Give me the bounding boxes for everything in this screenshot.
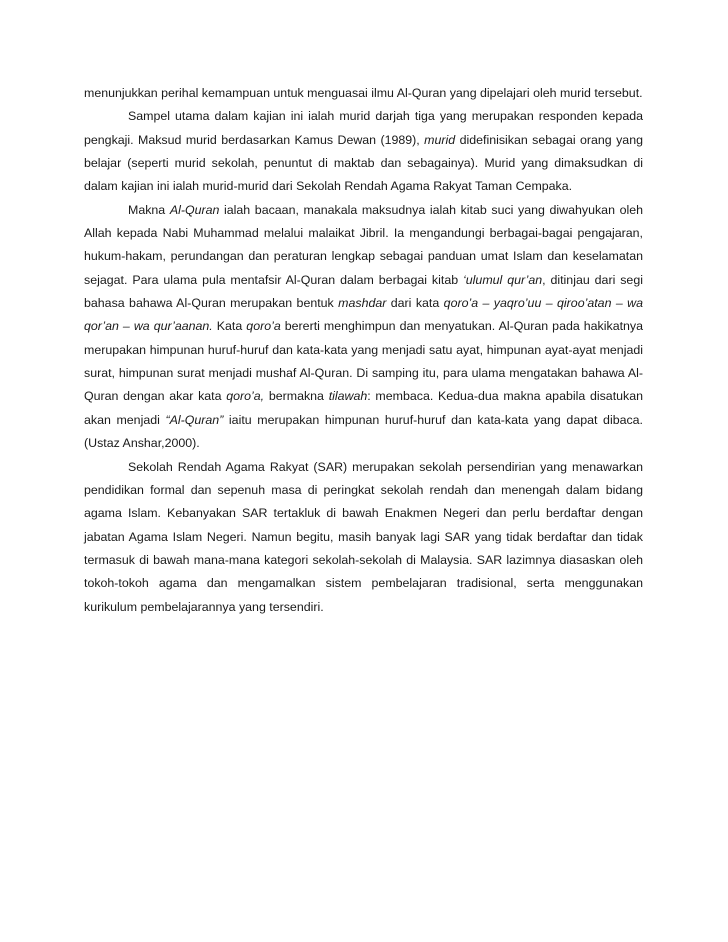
document-page — [84, 82, 643, 619]
paragraph-sekolah: Sekolah Rendah Agama Rakyat (SAR) merupakan sekolah persendirian yang menawarkan pendidikan formal dan sepenuh masa di peringkat sekolah rendah dan menengah dalam bidang agama Islam. Kebanyakan SAR tertakluk di bawah Enakmen Negeri dan perlu berdaftar dengan jabatan Agama Islam Negeri. Namun begitu, masih banyak lagi SAR yang tidak berdaftar dan tidak termasuk di bawah mana-mana kategori sekolah-sekolah di Malaysia. SAR lazimnya diasaskan oleh tokoh-tokoh agama dan mengamalkan sistem pembelajaran tradisional, serta menggunakan kurikulum pembelajarannya yang tersendiri. — [84, 459, 643, 614]
paragraph-makna: Makna Al-Quran ialah bacaan, manakala maksudnya ialah kitab suci yang diwahyukan oleh Allah kepada Nabi Muhammad melalui malaikat Jibril. Ia mengandungi berbagai-bagai pengajaran, hukum-hakam, perundangan dan peraturan lengkap sebagai panduan umat Islam dan keselamatan sejagat. Para ulama pula mentafsir Al-Quran dalam berbagai kitab ‘ulumul qur’an, ditinjau dari segi bahasa bahawa Al-Quran merupakan bentuk mashdar dari kata qoro’a – yaqro’uu – qiroo’atan – wa qor’an – wa qur’aanan. Kata qoro’a bererti menghimpun dan menyatukan. Al-Quran pada hakikatnya merupakan himpunan huruf-huruf dan kata-kata yang menjadi satu ayat, himpunan ayat-ayat menjadi surat, himpunan surat menjadi mushaf Al-Quran. Di samping itu, para ulama mengatakan bahawa Al-Quran dengan akar kata qoro’a, bermakna tilawah: membaca. Kedua-dua makna apabila disatukan akan menjadi “Al-Quran” iaitu merupakan himpunan huruf-huruf dan kata-kata yang dapat dibaca. (Ustaz Anshar,2000). — [84, 202, 644, 451]
paragraph-continuation: menunjukkan perihal kemampuan untuk menguasai ilmu Al-Quran yang dipelajari oleh murid tersebut. — [84, 86, 643, 100]
paragraph-sampel: Sampel utama dalam kajian ini ialah murid darjah tiga yang merupakan responden kepada pengkaji. Maksud murid berdasarkan Kamus Dewan (1989), murid didefinisikan sebagai orang yang belajar (seperti murid sekolah, penuntut di maktab dan sebagainya). Murid yang dimaksudkan di dalam kajian ini ialah murid-murid dari Sekolah Rendah Agama Rakyat Taman Cempaka. — [84, 109, 643, 194]
